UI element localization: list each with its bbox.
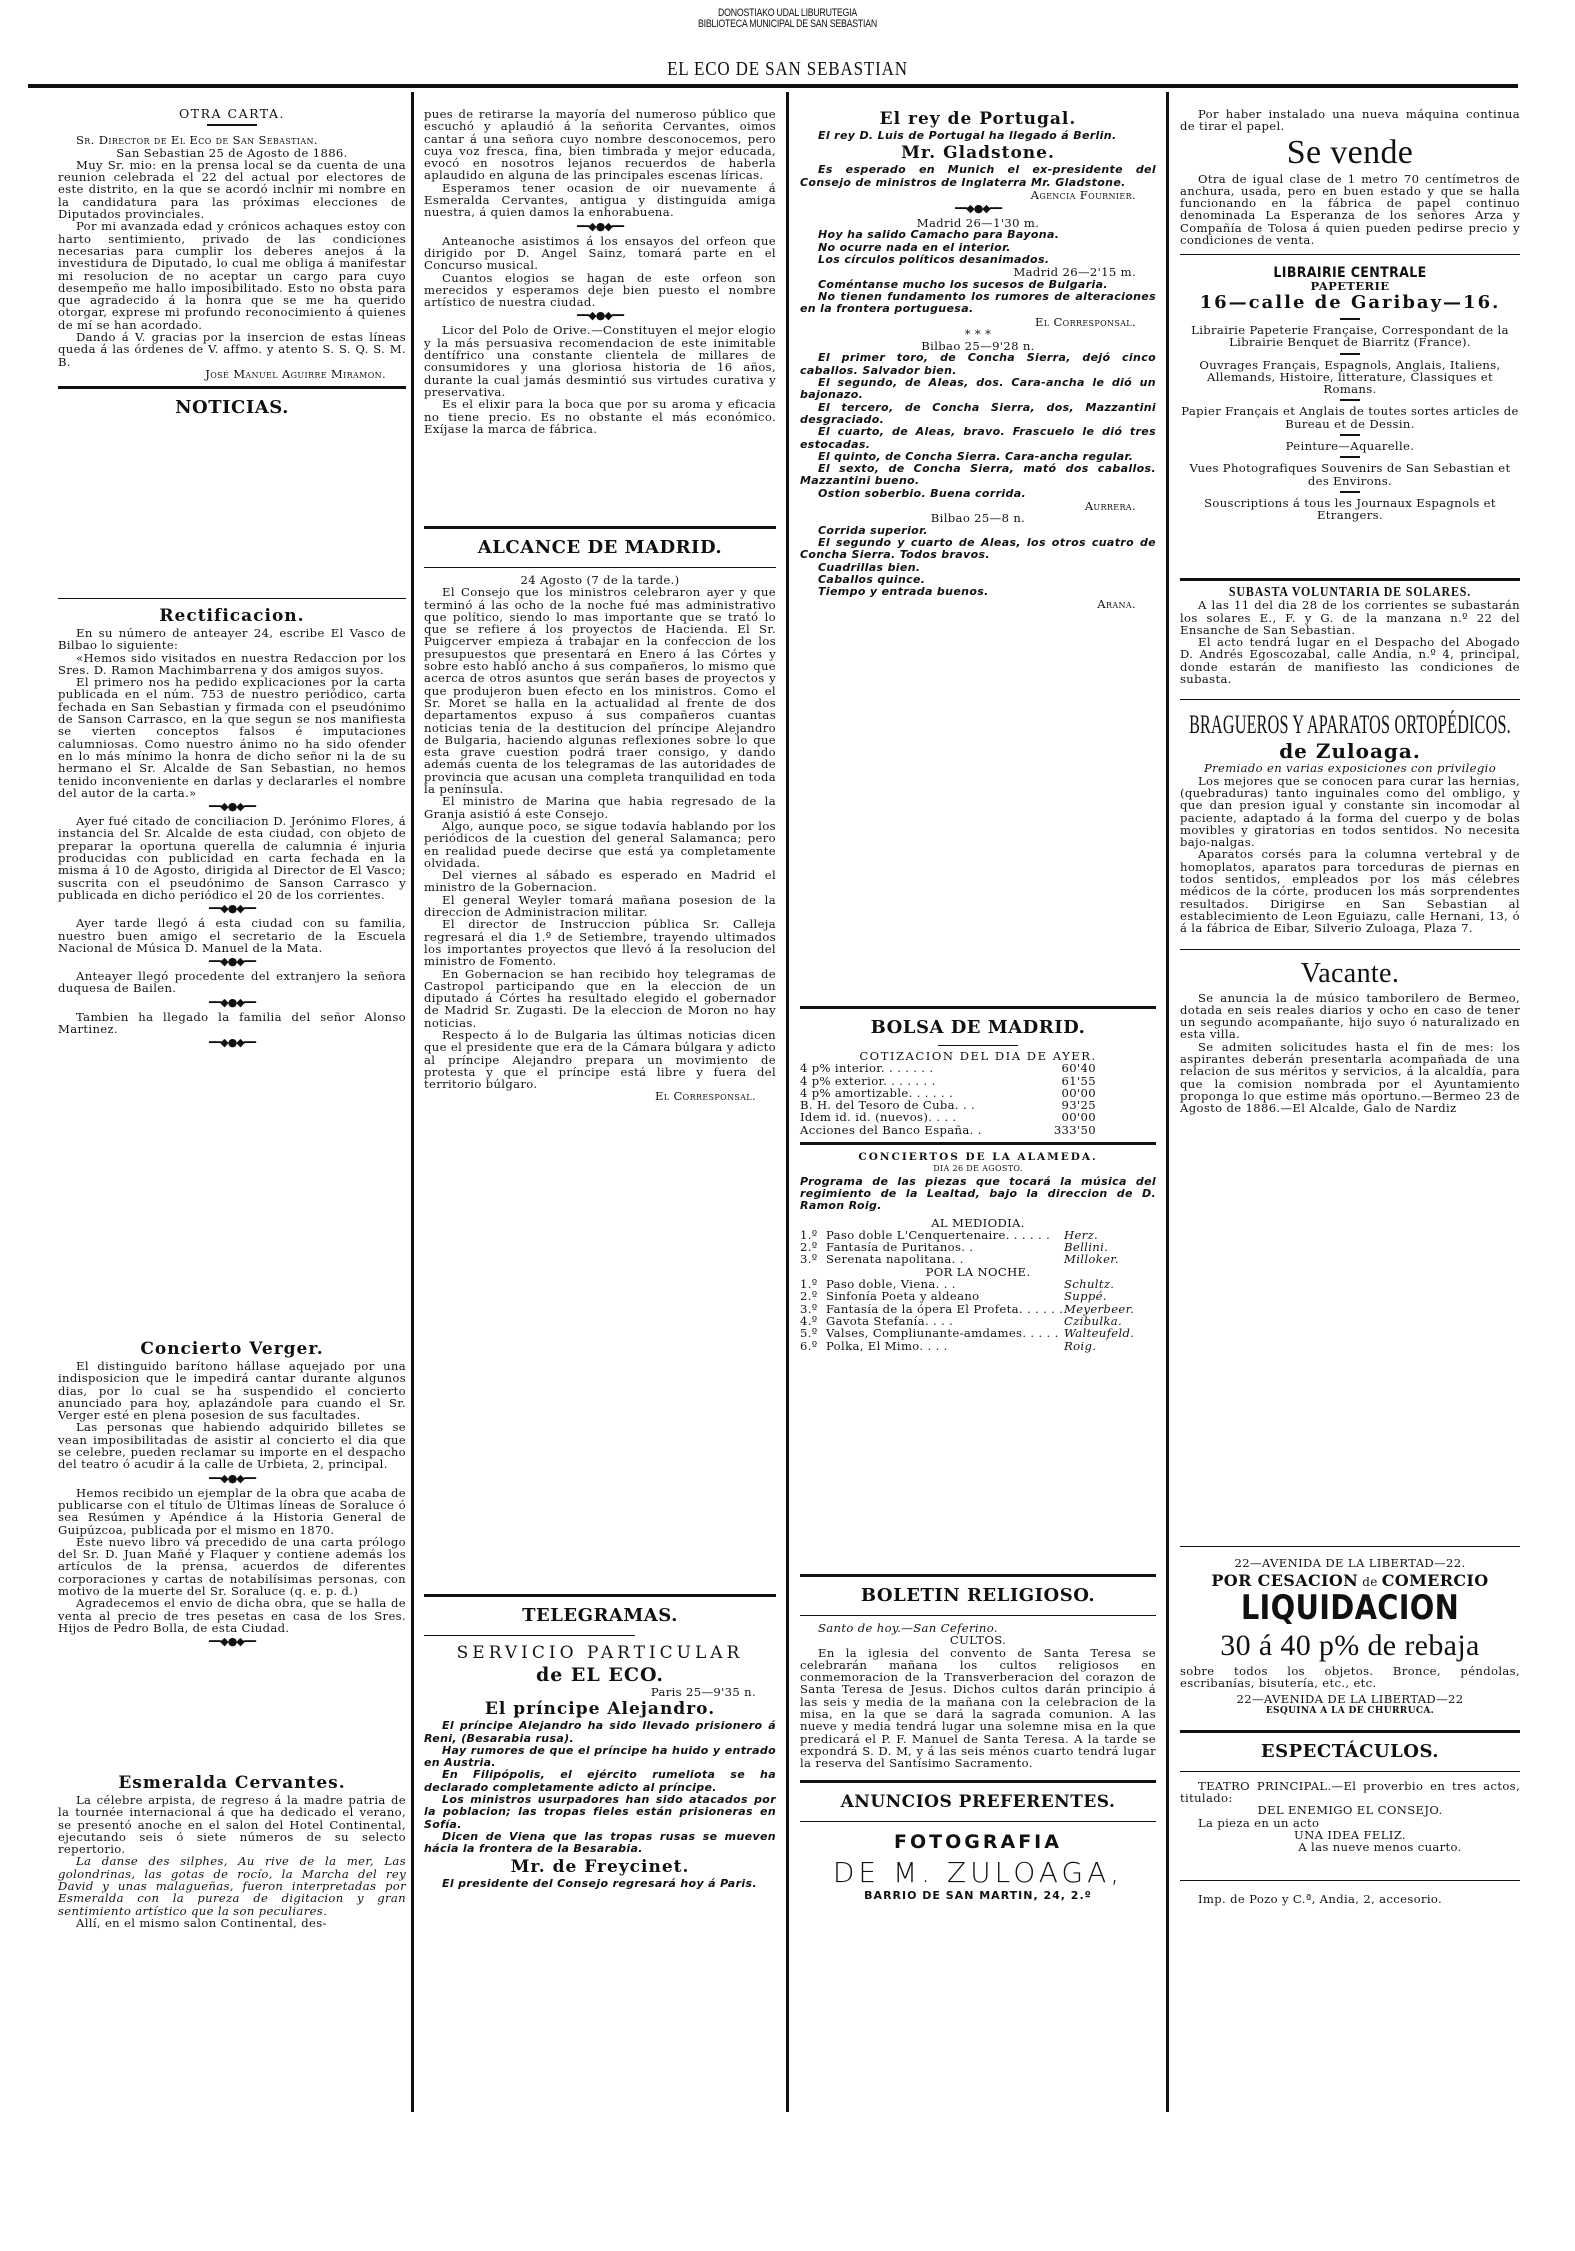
quote-value: 00'00 — [1061, 1110, 1096, 1125]
quote-value: 93'25 — [1061, 1098, 1096, 1113]
ad-subasta — [1180, 572, 1520, 1115]
quote-value: 60'40 — [1061, 1061, 1096, 1076]
item-number: 1.º — [800, 1277, 818, 1292]
telegram-line: El segundo y cuarto de Aleas, los otros cuatro de Concha Sierra. Todos bravos. — [800, 535, 1156, 562]
paragraph: Es el elixir para la boca que por su aroma y eficacia no tiene precio. Es no obstante el más económico. Exíjase la marca de fábrica. — [424, 397, 776, 436]
quotes-table — [800, 1062, 1156, 1136]
paragraph: Muy Sr. mio: en la prensa local se da cuenta de una reunion celebrada el 22 del actual por electores de este distrito, en la que se acordó inclnir mi nombre en la candidatura para las próximas elecciones de Diputados provinciales. — [58, 157, 406, 222]
ad-tagline: Premiado en varias exposiciones con privilegio — [1203, 761, 1497, 776]
table-row — [800, 1124, 1156, 1136]
ad-address: 22—AVENIDA DE LA LIBERTAD—22 — [1236, 1692, 1464, 1707]
paragraph: A las 11 del dia 28 de los corrientes se subastarán los solares E., F. y G. de la manzana n.º 22 del Ensanche de San Sebastian. — [1180, 598, 1520, 637]
library-stamp-line1: DONOSTIAKO UDAL LIBURUTEGIA — [718, 7, 857, 19]
divider — [1340, 491, 1360, 493]
paragraph: Hemos recibido un ejemplar de la obra que acaba de publicarse con el título de Últimas líneas de Soraluce ó sea Resúmen y Apéndice á la Historia General de Guipúzcoa, publicada por el mismo en 1870. — [58, 1485, 406, 1537]
section-heading: ANUNCIOS PREFERENTES. — [840, 1791, 1116, 1812]
ornament-divider: ━━◆●◆━━ — [208, 1635, 255, 1649]
ad-heading: SUBASTA VOLUNTARIA DE SOLARES. — [1228, 585, 1472, 600]
section-bolsa — [800, 1000, 1156, 1352]
telegram-line: Hoy ha salido Camacho para Bayona. — [818, 228, 1060, 242]
section-heading-noticias: NOTICIAS. — [175, 397, 289, 419]
signature: Arana. — [1097, 597, 1136, 612]
paragraph: sobre todos los objetos. Bronce, péndolas, escribanías, bisutería, etc., etc. — [1180, 1663, 1520, 1690]
paragraph: En su número de anteayer 24, escribe El Vasco de Bilbao lo siguiente: — [58, 626, 406, 653]
composer: Meyerbeer. — [1064, 1301, 1135, 1316]
concerts-title: CONCIERTOS DE LA ALAMEDA. — [858, 1151, 1098, 1164]
play-title: DEL ENEMIGO EL CONSEJO. — [1257, 1803, 1443, 1818]
dateline: 24 Agosto (7 de la tarde.) — [520, 573, 680, 587]
paragraph: En la iglesia del convento de Santa Teresa se celebrarán mañana los cultos religiosos en conmemoracion de la Transverberacion del corazon de Santa Teresa de Jesus. Dichos cultos darán principio á las seis y media de la mañana con la celebracion de la misa, en la que se dará la sagrada comunion. A las nueve y media tendrá lugar una solemne misa en la que predicará el P. F. Manuel de Santa Teresa. A la tarde se expondrá S. D. M, y á las seis ménos cuarto tendrá lugar la reserva del Santísimo Sacramento. — [800, 1645, 1156, 1771]
signature: José Manuel Aguirre Miramon. — [205, 366, 386, 381]
quote-label: 4 p% exterior. . . . . . . — [800, 1073, 936, 1088]
telegram-title: El príncipe Alejandro. — [484, 1699, 716, 1720]
paragraph: pues de retirarse la mayoría del numeroso público que escuchó y aplaudió á la señorita Cervantes, oimos cantar á una señora cuyo nombre desconocemos, pero cuya voz fresca, fina, bien timbrada y mejor educada, evocó en nosotros lejanos recuerdos de haberla aplaudido en alguna de las principales escenas líricas. — [424, 107, 776, 183]
subheading: CULTOS. — [949, 1633, 1007, 1648]
divider — [1180, 1546, 1520, 1547]
item-number: 2.º — [800, 1289, 818, 1304]
paragraph: Otra de igual clase de 1 metro 70 centímetros de anchura, usada, pero en buen estado y que se halla funcionando en la fábrica de papel continuo denominada La Esperanza de los señores Arza y Compañía de Tolosa á quien pueden pedirse precio y condiciones de venta. — [1180, 171, 1520, 248]
ad-line: Vues Photografiques Souvenirs de San Sebastian et des Environs. — [1189, 461, 1511, 488]
divider — [1180, 699, 1520, 700]
telegram-line: El rey D. Luis de Portugal ha llegado á Berlin. — [818, 129, 1117, 142]
piece-title: Fantasía de Puritanos. . — [826, 1240, 974, 1255]
ad-address: 22—AVENIDA DE LA LIBERTAD—22. — [1234, 1556, 1466, 1570]
table-row — [800, 1111, 1156, 1123]
piece-title: Polka, El Mimo. . . . — [826, 1338, 948, 1353]
divider — [800, 1615, 1156, 1616]
paragraph: Tambien ha llegado la familia del señor Alonso Martinez. — [58, 1009, 406, 1037]
paragraph: El general Weyler tomará mañana posesion de la direccion de Administracion militar. — [424, 892, 776, 920]
paragraph: Ayer tarde llegó á esta ciudad con su familia, nuestro buen amigo el secretario de la Escuela Nacional de Música D. Manuel de la Mata. — [58, 916, 406, 955]
piece-title: Paso doble L'Cenquertenaire. . . . . . — [826, 1227, 1051, 1242]
telegram-line: Hay rumores de que el príncipe ha huido y entrado en Austria. — [424, 1743, 776, 1770]
ad-line: COMERCIO — [1381, 1571, 1489, 1591]
service-title: SERVICIO PARTICULAR — [456, 1643, 744, 1663]
quote-label: B. H. del Tesoro de Cuba. . . — [800, 1098, 976, 1113]
section-boletin-religioso — [800, 1568, 1156, 1902]
paragraph: El acto tendrá lugar en el Despacho del Abogado D. Andrés Egoscozabal, calle Andia, n.º 4, principal, donde estarán de manifiesto las condiciones de subasta. — [1180, 635, 1520, 687]
section-heading: TELEGRAMAS. — [522, 1605, 678, 1626]
concerts-date: DIA 26 DE AGOSTO. — [933, 1164, 1023, 1174]
ornament-divider: ━━◆●◆━━ — [576, 219, 623, 233]
divider — [1180, 254, 1520, 255]
dateline: Bilbao 25—8 n. — [930, 511, 1026, 526]
paragraph: «Hemos sido visitados en nuestra Redaccion por los Sres. D. Ramon Machimbarrena y dos amigos suyos. — [58, 650, 406, 677]
composer: Schultz. — [1064, 1277, 1115, 1292]
paragraph: Este nuevo libro vá precedido de una carta prólogo del Sr. D. Juan Mañé y Flaquer y contiene además los artículos de la prensa, acuerdos de diferentes corporaciones y cartas de notabilísimas personas, con motivo de la muerte del Sr. Soraluce (q. e. p. d.) — [58, 1534, 406, 1599]
telegram-line: Dicen de Viena que las tropas rusas se mueven hácia la frontera de la Besarabia. — [424, 1829, 776, 1856]
divider — [424, 567, 776, 568]
composer: Bellini. — [1064, 1240, 1109, 1255]
paragraph: Esperamos tener ocasion de oir nuevamente á Esmeralda Cervantes, antigua y distinguida amiga nuestra, á quien damos la enhorabuena. — [424, 180, 776, 220]
ad-zuloaga: DE M. ZULOAGA, — [832, 1855, 1124, 1889]
divider — [207, 124, 257, 126]
paragraph: Aparatos corsés para la columna vertebral y de homoplatos, aparatos para torceduras de piernas en todos sentidos, empleados por los más célebres médicos de la córte, producen los más sorprendentes resultados. Dirigirse en San Sebastian al establecimiento de Leon Eguiazu, calle Hernani, 13, ó á la fábrica de Eibar, Silverio Zuloaga, Plaza 7. — [1180, 847, 1520, 936]
column-divider — [1166, 92, 1169, 2112]
section-telegramas — [424, 1588, 776, 1890]
piece-title: Sinfonía Poeta y aldeano — [826, 1289, 980, 1304]
divider — [1340, 456, 1360, 458]
divider — [58, 598, 406, 599]
section-heading: ESPECTÁCULOS. — [1260, 1740, 1440, 1762]
telegram-line: Coméntanse mucho los sucesos de Bulgaria. — [818, 277, 1108, 291]
telegram-line: Ostion soberbio. Buena corrida. — [818, 486, 1027, 500]
library-stamp-line2: BIBLIOTECA MUNICIPAL DE SAN SEBASTIAN — [698, 18, 877, 30]
ad-discount: 30 á 40 p% de rebaja — [1220, 1628, 1480, 1662]
divider — [1340, 318, 1360, 320]
divider — [1340, 434, 1360, 436]
ornament-divider: ━━◆●◆━━ — [208, 902, 255, 916]
article-alcance-de-madrid — [424, 520, 776, 1103]
dateline: Paris 25—9'35 n. — [650, 1685, 756, 1699]
telegram-title: Mr. de Freycinet. — [510, 1856, 690, 1877]
paragraph: El ministro de Marina que habia regresado de la Granja asistió á este Consejo. — [424, 794, 776, 821]
divider — [1340, 399, 1360, 401]
section-rule — [800, 1142, 1156, 1145]
item-number: 3.º — [800, 1301, 818, 1316]
column-divider — [411, 92, 414, 2112]
section-rule — [1180, 578, 1520, 581]
telegram-line: En Filipópolis, el ejército rumeliota se ha declarado completamente adicto al príncipe. — [424, 1768, 776, 1794]
divider — [800, 1821, 1156, 1822]
article-concierto-verger — [58, 1338, 406, 1650]
telegram-title: Mr. Gladstone. — [901, 143, 1055, 164]
article-title: Esmeralda Cervantes. — [118, 1773, 346, 1793]
quote-value: 00'00 — [1061, 1085, 1096, 1100]
telegram-line: El sexto, de Concha Sierra, mató dos caballos. Mazzantini bueno. — [800, 462, 1156, 488]
telegram-line: Los ministros usurpadores han sido atacados por la poblacion; las tropas fieles están prisioneras en Sofía. — [424, 1793, 776, 1831]
section-rule — [424, 1594, 776, 1597]
paragraph: Dando á V. gracias por la insercion de estas líneas queda á las órdenes de V. affmo. y atento S. S. Q. S. M. B. — [58, 330, 406, 369]
article-title: Rectificacion. — [159, 606, 305, 626]
paragraph: El Consejo que los ministros celebraron ayer y que terminó á las ocho de la noche fué mas administrativo que político, siendo lo mas importante que se trató lo que se refiere á los proyectos de Hacienda. El Sr. Puigcerver empieza á trabajar en la confeccion de los presupuestos que presentará en Enero á las Córtes y sobre esto habló ancho á sus compañeros, lo mismo que acerca de otros asuntos que serán bases de proyectos y que produjeron buen efecto en los ministros. Como el Sr. Moret se halla en la actualidad al frente de dos departamentos expuso á sus compañeros cuantas noticias tenia de la destitucion del príncipe Alejandro de Bulgaria, haciendo algunas reflexiones sobre lo que esta grave cuestion podrá traer consigo, y dando además cuenta de los telegramas de las autoridades de provincia que acusan una completa tranquilidad en toda la península. — [424, 585, 776, 797]
divider — [1180, 949, 1520, 950]
paragraph: Los mejores que se conocen para curar las hernias, (quebraduras) tanto inguinales como del ombligo, y que dan presion igual y constante sin incomodar al paciente, adaptado á la forma del cuerpo y de bolas movibles y giratorias en todos sentidos. No necesita bajo-nalgas. — [1180, 773, 1520, 850]
composer: Walteufeld. — [1064, 1326, 1135, 1341]
piece-title: Gavota Stefanía. . . . — [826, 1313, 954, 1328]
program-table-noche — [800, 1278, 1156, 1352]
section-rule — [424, 526, 776, 529]
paragraph: La danse des silphes, Au rive de la mer, Las golondrinas, las gotas de rocío, la Marcha del rey David y unas malagueñas, fueron interpretadas por Esmeralda con la pureza de digitacion y gran sentimiento artístico que la son peculiares. — [58, 1854, 406, 1918]
ad-address: 16—calle de Garibay—16. — [1199, 291, 1501, 313]
telegram-line: El quinto, de Concha Sierra. Cara-ancha regular. — [818, 449, 1134, 463]
agency-signature: Agencia Fournier. — [1030, 187, 1136, 202]
ornament-divider: ━━◆●◆━━ — [576, 309, 623, 323]
ad-liquidacion — [1180, 1540, 1520, 1905]
telegram-line: Cuadrillas bien. — [818, 560, 921, 574]
paragraph: Ayer fué citado de conciliacion D. Jerónimo Flores, á instancia del Sr. Alcalde de esta ciudad, con objeto de preparar la oportuna querella de calumnia é injuria producidas con publicidad en carta fechada en la misma á 10 de Agosto, dirigida al Director de El Vasco; suscrita con el pseudónimo de Sanson Carrasco y publicada en dicho periódico el 20 de los corrientes. — [58, 814, 406, 902]
paragraph: En Gobernacion se han recibido hoy telegramas de Castropol participando que en la eleccion de un diputado á Córtes ha resultado elegido el gobernador de Madrid Sr. Zugasti. De la eleccion de Moron no hay noticias. — [424, 966, 776, 1030]
telegram-line: No ocurre nada en el interior. — [818, 240, 1011, 254]
divider — [1340, 353, 1360, 355]
play-title: UNA IDEA FELIZ. — [1294, 1827, 1406, 1842]
article-title: Concierto Verger. — [140, 1339, 324, 1359]
masthead-rule — [28, 84, 1518, 88]
telegrams-continued — [800, 108, 1156, 611]
quote-value: 61'55 — [1061, 1073, 1096, 1088]
showtime: A las nueve menos cuarto. — [1298, 1840, 1462, 1855]
section-rule — [58, 386, 406, 389]
telegram-line: Los círculos políticos desanimados. — [818, 253, 1050, 267]
divider — [424, 1635, 635, 1636]
item-number: 6.º — [800, 1338, 818, 1353]
paragraph: Anteayer llegó procedente del extranjero la señora duquesa de Bailen. — [58, 969, 406, 996]
ad-se-vende — [1180, 108, 1520, 522]
item-number: 5.º — [800, 1326, 818, 1341]
composer: Herz. — [1064, 1227, 1099, 1242]
program-row — [800, 1340, 1156, 1352]
paragraph: Respecto á lo de Bulgaria las últimas noticias dicen que el presidente que era de la Cámara búlgara y adicto al príncipe Alejandro prepara un movimiento de protesta y que el príncipe está libre y fuera del territorio búlgaro. — [424, 1027, 776, 1092]
telegram-line: Caballos quince. — [818, 572, 926, 586]
paragraph: Anteanoche asistimos á los ensayos del orfeon que dirigido por D. Angel Sainz, tomará parte en el Concurso musical. — [424, 233, 776, 273]
paragraph: Del viernes al sábado es esperado en Madrid el ministro de la Gobernacion. — [424, 868, 776, 895]
asterism: * * * — [964, 326, 992, 341]
ad-line: Papier Français et Anglais de toutes sortes articles de Bureau et de Dessin. — [1181, 404, 1519, 431]
telegram-line: Corrida superior. — [818, 523, 928, 537]
service-subtitle: de EL ECO. — [535, 1664, 665, 1686]
section-heading: ALCANCE DE MADRID. — [477, 537, 723, 558]
ad-address: BARRIO DE SAN MARTIN, 24, 2.º — [864, 1888, 1092, 1902]
telegram-line: Tiempo y entrada buenos. — [818, 585, 989, 599]
dateline: Madrid 26—2'15 m. — [1013, 265, 1136, 280]
ad-line: POR CESACION — [1211, 1571, 1359, 1591]
column-divider — [786, 92, 789, 2112]
ornament-divider: ━━◆●◆━━ — [208, 1036, 255, 1050]
telegram-line: El primer toro, de Concha Sierra, dejó cinco caballos. Salvador bien. — [800, 351, 1156, 377]
concerts-subheading: POR LA NOCHE. — [925, 1264, 1031, 1279]
table-row — [800, 1062, 1156, 1074]
piece-title: Serenata napolitana. . — [826, 1252, 964, 1267]
item-number: 1.º — [800, 1227, 818, 1242]
ad-heading: Vacante. — [1300, 957, 1400, 989]
signature: El Corresponsal. — [654, 1089, 756, 1104]
quote-label: 4 p% interior. . . . . . . — [800, 1061, 934, 1076]
composer: Suppé. — [1064, 1289, 1107, 1304]
program-table-mediodia — [800, 1229, 1156, 1266]
article-continuation — [424, 108, 776, 435]
ad-line: Peinture—Aquarelle. — [1285, 439, 1415, 454]
paragraph: Por mi avanzada edad y crónicos achaques estoy con harto sentimiento, privado de las condiciones necesarias para cumplir los deberes anejos á la investidura de Diputado, lo cual me obliga á manifestar mi resolucion de no aceptar un cargo para cuyo desempeño me hallo imposibilitado. Esto no obsta para que agradecido á la honra que se me ha querido otorgar, exprese mi profundo reconocimiento á quienes de mí se han acordado. — [58, 219, 406, 332]
table-caption: COTIZACION DEL DIA DE AYER. — [859, 1049, 1097, 1063]
telegram-line: El segundo, de Aleas, dos. Cara-ancha le dió un bajonazo. — [800, 376, 1156, 402]
paragraph: La pieza en un acto — [1198, 1815, 1320, 1830]
telegram-line: El cuarto, de Aleas, bravo. Frascuelo le dió tres estocadas. — [800, 425, 1156, 451]
program-row — [800, 1253, 1156, 1265]
divider — [1180, 1771, 1520, 1772]
piece-title: Paso doble, Viena. . . — [826, 1277, 956, 1292]
composer: Czibulka. — [1064, 1313, 1123, 1328]
paragraph: Cuantos elogios se hagan de este orfeon son merecidos y esperamos deje bien puesto el nombre artístico de nuestra ciudad. — [424, 270, 776, 310]
ornament-divider: ━━◆●◆━━ — [954, 202, 1001, 216]
composer: Roig. — [1064, 1338, 1097, 1353]
paragraph: Agradecemos el envio de dicha obra, que se halla de venta al precio de tres pesetas en casa de los Sres. Hijos de Pedro Bolla, de esta Ciudad. — [58, 1596, 406, 1635]
section-rule — [800, 1574, 1156, 1577]
program-row — [800, 1290, 1156, 1302]
article-esmeralda-cervantes — [58, 1772, 406, 1929]
ad-heading: LIBRAIRIE CENTRALE — [1273, 265, 1427, 282]
quote-label: Acciones del Banco España. . — [800, 1122, 982, 1137]
telegram-line: No tienen fundamento los rumores de alteraciones en la frontera portuguesa. — [800, 289, 1156, 316]
ornament-divider: ━━◆●◆━━ — [208, 1471, 255, 1485]
paragraph: Allí, en el mismo salon Continental, des- — [76, 1915, 327, 1930]
ad-subheading: PAPETERIE — [1310, 278, 1390, 293]
concerts-subheading: AL MEDIODIA. — [931, 1215, 1025, 1230]
paragraph: Las personas que habiendo adquirido billetes se vean imposibilitadas de asistir al concierto el dia que se celebre, pueden reclamar su importe en el despacho del teatro ó acudir á la calle de Urbieta, 2, principal. — [58, 1420, 406, 1472]
dateline: Bilbao 25—9'28 n. — [921, 339, 1035, 354]
paragraph: La célebre arpista, de regreso á la madre patria de la tournée internacional á que ha dedicado el verano, se presentó anoche en el salon del Hotel Continental, ejecutando seis ó siete números de su selecto repertorio. — [58, 1793, 406, 1857]
ad-line: de — [1362, 1575, 1378, 1590]
section-heading: BOLETIN RELIGIOSO. — [860, 1585, 1096, 1606]
divider — [938, 1045, 1018, 1046]
item-number: 4.º — [800, 1313, 818, 1328]
paragraph: El distinguido barítono hállase aquejado por una indisposicion que le impedirá cantar durante algunos dias, por lo cual se ha suspendido el concierto anunciado para hoy, aplazándole para cuando el Sr. Verger esté en plena posesion de sus facultades. — [58, 1359, 406, 1423]
ad-fotografia: FOTOGRAFIA — [894, 1830, 1062, 1853]
telegram-title: El rey de Portugal. — [879, 109, 1077, 129]
ad-heading: Se vende — [1286, 133, 1414, 171]
paragraph: Por haber instalado una nueva máquina continua de tirar el papel. — [1180, 107, 1520, 134]
ad-address-note: ESQUINA A LA DE CHURRUCA. — [1265, 1706, 1435, 1717]
section-rule — [800, 1006, 1156, 1009]
section-rule — [1180, 1730, 1520, 1733]
paragraph: El primero nos ha pedido explicaciones por la carta publicada en el núm. 753 de nuestro periódico, carta fechada en San Sebastian y firmada con el pseudónimo de Sanson Carrasco, en la que segun se nos manifiesta se vierten conceptos falsos é imputaciones calumniosas. Como nuestro ánimo no ha sido ofender en lo más mínimo la honra de dicho señor ni la de su hermano el Sr. Alcalde de San Sebastian, no hemos tenido inconveniente en darlas y declararles el nombre del autor de la carta.» — [58, 675, 406, 800]
paragraph: Algo, aunque poco, se sigue todavía hablando por los periódicos de la cuestion del general Salamanca; pero en realidad puede decirse que está ya completamente olvidada. — [424, 818, 776, 870]
program-row — [800, 1327, 1156, 1339]
paragraph: El director de Instruccion pública Sr. Calleja regresará el dia 1.º de Setiembre, trayendo ultimados los importantes proyectos que llevó á la resolucion del ministro de Fomento. — [424, 917, 776, 969]
paragraph: TEATRO PRINCIPAL.—El proverbio en tres actos, titulado: — [1180, 1778, 1520, 1806]
telegram-line: Es esperado en Munich el ex-presidente del Consejo de ministros de Inglaterra Mr. Gladstone. — [800, 163, 1156, 189]
printer-imprint: Imp. de Pozo y C.ª, Andia, 2, accesorio. — [1198, 1891, 1443, 1906]
paragraph: Licor del Polo de Orive.—Constituyen el mejor elogio y la más persuasiva recomendacion de este inimitable dentífrico una constante clientela de millares de consumidores y una gloriosa historia de 16 años, durante la cual jamás desmintió sus virtudes curativa y preservativa. — [424, 323, 776, 399]
ornament-divider: ━━◆●◆━━ — [208, 995, 255, 1009]
letter-addressee: Sr. Director de El Eco de San Sebastian. — [76, 133, 318, 148]
masthead-title: EL ECO DE SAN SEBASTIAN — [667, 58, 908, 80]
quote-value: 333'50 — [1053, 1122, 1096, 1137]
ornament-divider: ━━◆●◆━━ — [208, 800, 255, 814]
section-rule — [800, 1780, 1156, 1783]
piece-title: Fantasía de la ópera El Profeta. . . . . . — [826, 1301, 1064, 1316]
composer: Milloker. — [1064, 1252, 1119, 1267]
dateline: Madrid 26—1'30 m. — [916, 216, 1040, 231]
article-rectificacion — [58, 598, 406, 1051]
piece-title: Valses, Compliunante-amdames. . . . . — [826, 1326, 1059, 1341]
concerts-intro: Programa de las piezas que tocará la música del regimiento de la Lealtad, bajo la direccion de D. Ramon Roig. — [800, 1174, 1156, 1213]
article-title: OTRA CARTA. — [179, 106, 285, 121]
ad-line: Souscriptions á tous les Journaux Espagnols et Etrangers. — [1204, 495, 1496, 523]
telegram-line: El presidente del Consejo regresará hoy á Paris. — [442, 1876, 757, 1890]
saint-of-day: Santo de hoy.—San Ceferino. — [818, 1621, 998, 1635]
paragraph: Se anuncia la de músico tamborilero de Bermeo, dotada en seis reales diarios y ocho en caso de tener un segundo acompañante, hijo suyo ó naturalizado en esta villa. — [1180, 990, 1520, 1042]
item-number: 2.º — [800, 1240, 818, 1255]
section-heading: BOLSA DE MADRID. — [870, 1017, 1086, 1038]
ad-subheading: de Zuloaga. — [1279, 739, 1421, 764]
telegram-line: El tercero, de Concha Sierra, dos, Mazzantini desgraciado. — [800, 400, 1156, 426]
ad-line: Librairie Papeterie Française, Correspondant de la Librairie Benquet de Biarritz (France). — [1191, 322, 1509, 350]
divider — [1180, 1880, 1520, 1881]
item-number: 3.º — [800, 1252, 818, 1267]
ad-heading: LIQUIDACION — [1240, 1587, 1460, 1628]
ornament-divider: ━━◆●◆━━ — [208, 955, 255, 969]
ad-heading: BRAGUEROS Y APARATOS ORTOPÉDICOS. — [1189, 710, 1511, 740]
letter-date: San Sebastian 25 de Agosto de 1886. — [116, 145, 348, 160]
telegram-line: El príncipe Alejandro ha sido llevado prisionero á Reni, (Besarabia rusa). — [424, 1719, 776, 1745]
quote-label: Idem id. id. (nuevos). . . . — [800, 1110, 957, 1125]
signature: El Corresponsal. — [1034, 314, 1136, 329]
ad-line: Ouvrages Français, Espagnols, Anglais, Italiens, Allemands, Histoire, litterature, Classiques et Romans. — [1199, 357, 1501, 397]
quote-label: 4 p% amortizable. . . . . . — [800, 1085, 953, 1100]
signature: Aurrera. — [1084, 499, 1136, 514]
paragraph: Se admiten solicitudes hasta el fin de mes: los aspirantes deberán presentarla acompañada de una relacion de sus méritos y servicios, á la alcaldía, para que la comision nombrada por el Ayuntamiento proponga lo que estime más oportuno.—Bermeo 23 de Agosto de 1886.—El Alcalde, Galo de Nardiz — [1180, 1039, 1520, 1116]
article-otra-carta — [58, 108, 406, 421]
